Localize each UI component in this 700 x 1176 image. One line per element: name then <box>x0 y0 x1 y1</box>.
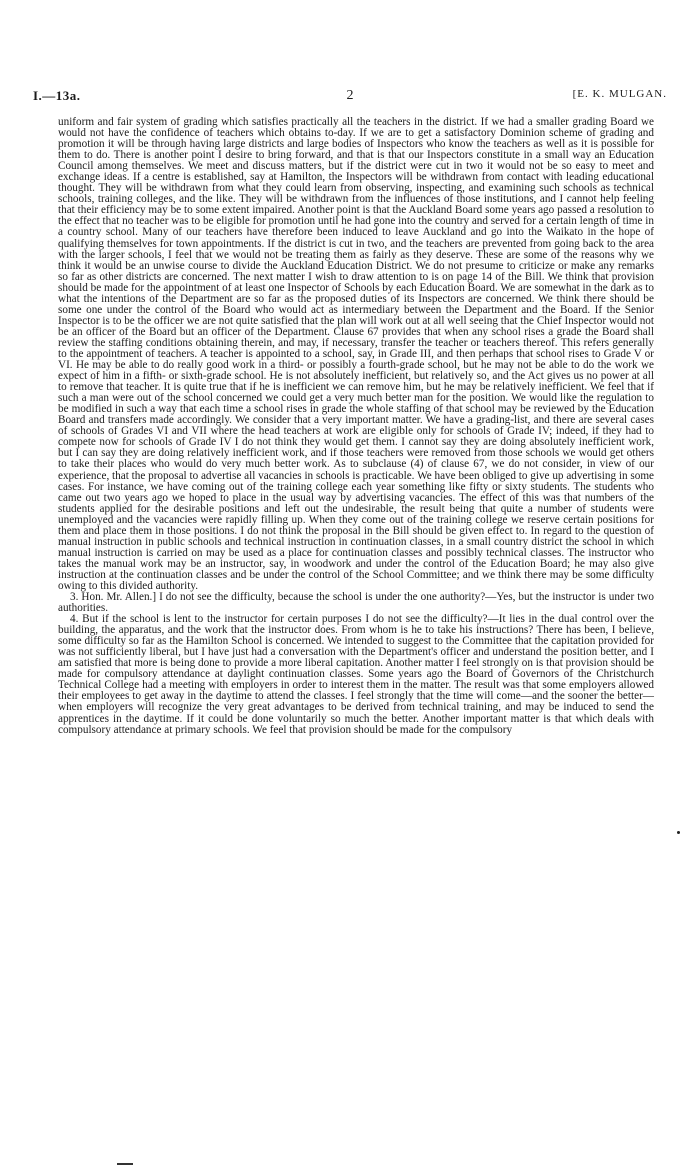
paragraph-question-4: 4. But if the school is lent to the instructor for certain purposes I do not see the difficulty?—It lies in the dual control over the building, the apparatus, and the work that the instructor does. From whom is he to take his instructions? There has been, I believe, some difficulty so far as the Hamilton School is concerned. We intended to suggest to the Committee that the capitation provided for was not sufficiently liberal, but I have just had a conversation with the Department's officer and understand the position better, and I am satisfied that more is being done to provide a more liberal capitation. Another matter I feel strongly on is that provision should be made for compulsory attendance at daylight continuation classes. Some years ago the Board of Governors of the Christchurch Technical College had a meeting with employers in order to interest them in the matter. The result was that some employers allowed their employees to get away in the daytime to attend the classes. I feel strongly that the time will come—and the sooner the better—when employers will recognize the very great advantages to be derived from technical training, and may be induced to send the apprentices in the daytime. If it could be done voluntarily so much the better. Another important matter is that which deals with compulsory attendance at primary schools. We feel that provision should be made for the compulsory <box>58 613 654 736</box>
page-number: 2 <box>346 88 354 103</box>
margin-mark <box>677 831 680 834</box>
witness-name: [E. K. MULGAN. <box>572 88 667 100</box>
paragraph-testimony: uniform and fair system of grading which satisfies practically all the teachers in the district. If we had a smaller grading Board we would not have the confidence of teachers which obtains to-day. If we are to get a satisfactory Dominion scheme of grading and promotion it will be through having large districts and large bodies of Inspectors who know the teachers as well as it is possible for them to do. There is another point I desire to bring forward, and that is that our Inspectors constitute in a small way an Education Council among themselves. We meet and discuss matters, but if the district were cut in two it would not be so easy to meet and exchange ideas. If a centre is established, say at Hamilton, the Inspectors will be withdrawn from contact with leading educational thought. They will be withdrawn from what they could learn from observing, inspecting, and examining such schools as technical schools, training colleges, and the like. They will be withdrawn from the influences of those institutions, and I cannot help feeling that their efficiency may be to some extent impaired. Another point is that the Auckland Board some years ago passed a resolution to the effect that no teacher was to be eligible for promotion until he had gone into the country and served for a certain length of time in a country school. Many of our teachers have therefore been induced to leave Auckland and go into the Waikato in the hope of qualifying themselves for town appointments. If the district is cut in two, and the teachers are prevented from going back to the area with the larger schools, I feel that we would not be treating them as fairly as they deserve. These are some of the reasons why we think it would be an unwise course to divide the Auckland Education District. We do not presume to criticize or make any remarks so far as other districts are concerned. The next matter I wish to draw attention to is on page 14 of the Bill. We think that provision should be made for the appointment of at least one Inspector of Schools by each Education Board. We are somewhat in the dark as to what the intentions of the Department are so far as the proposed duties of its Inspectors are concerned. We think there should be some one under the control of the Board who would act as intermediary between the Department and the Board. If the Senior Inspector is to be the officer we are not quite satisfied that the plan will work out at all well seeing that the Chief Inspector would not be an officer of the Board but an officer of the Department. Clause 67 provides that when any school rises a grade the Board shall review the staffing conditions obtaining therein, and may, if necessary, transfer the teacher or teachers thereof. This refers generally to the appointment of teachers. A teacher is appointed to a school, say, in Grade III, and then perhaps that school rises to Grade V or VI. He may be able to do really good work in a third- or possibly a fourth-grade school, but he may not be able to do the work we expect of him in a fifth- or sixth-grade school. He is not absolutely inefficient, but relatively so, and the Act gives us no power at all to remove that teacher. It is quite true that if he is inefficient we can remove him, but he may be relatively inefficient. We feel that if such a man were out of the school concerned we could get a very much better man for the position. We would like the regulation to be modified in such a way that each time a school rises in grade the whole staffing of that school may be reviewed by the Education Board and transfers made accordingly. We consider that a very important matter. We have a grading-list, and there are several cases of schools of Grades VI and VII where the head teachers at work are eligible only for schools of Grade IV; indeed, if they had to compete now for schools of Grade IV I do not think they would get them. I cannot say they are doing absolutely inefficient work, but I can say they are doing relatively inefficient work, and if those teachers were removed from those schools we would get others to take their places who would do very much better work. As to subclause (4) of clause 67, we do not consider, in view of our experience, that the proposal to advertise all vacancies in schools is practicable. We have been obliged to give up advertising in some cases. For instance, we have coming out of the training college each year something like fifty or sixty students. The students who came out two years ago we hoped to place in the usual way by advertising vacancies. The effect of this was that numbers of the students applied for the desirable positions and left out the undesirable, the result being that quite a number of students were unemployed and the vacancies were rapidly filling up. When they come out of the training college we reserve certain positions for them and place them in those positions. I do not think the proposal in the Bill should be given effect to. In regard to the question of manual instruction in public schools and technical instruction in continuation classes, in a small country district the school in which manual instruction is carried on may be used as a place for continuation classes and possibly technical classes. The instructor who takes the manual work may be an instructor, say, in woodwork and under the control of the Education Board; he may also give instruction at the continuation classes and be under the control of the School Committee; and we think there may be some difficulty owing to this divided authority. <box>58 116 654 592</box>
footer-rule <box>117 1163 133 1165</box>
document-reference: I.—13a. <box>33 88 81 103</box>
page-header <box>33 88 667 108</box>
paragraph-question-3: 3. Hon. Mr. Allen.] I do not see the difficulty, because the school is under the one authority?—Yes, but the instructor is under two authorities. <box>58 591 654 615</box>
page-body <box>58 117 654 736</box>
